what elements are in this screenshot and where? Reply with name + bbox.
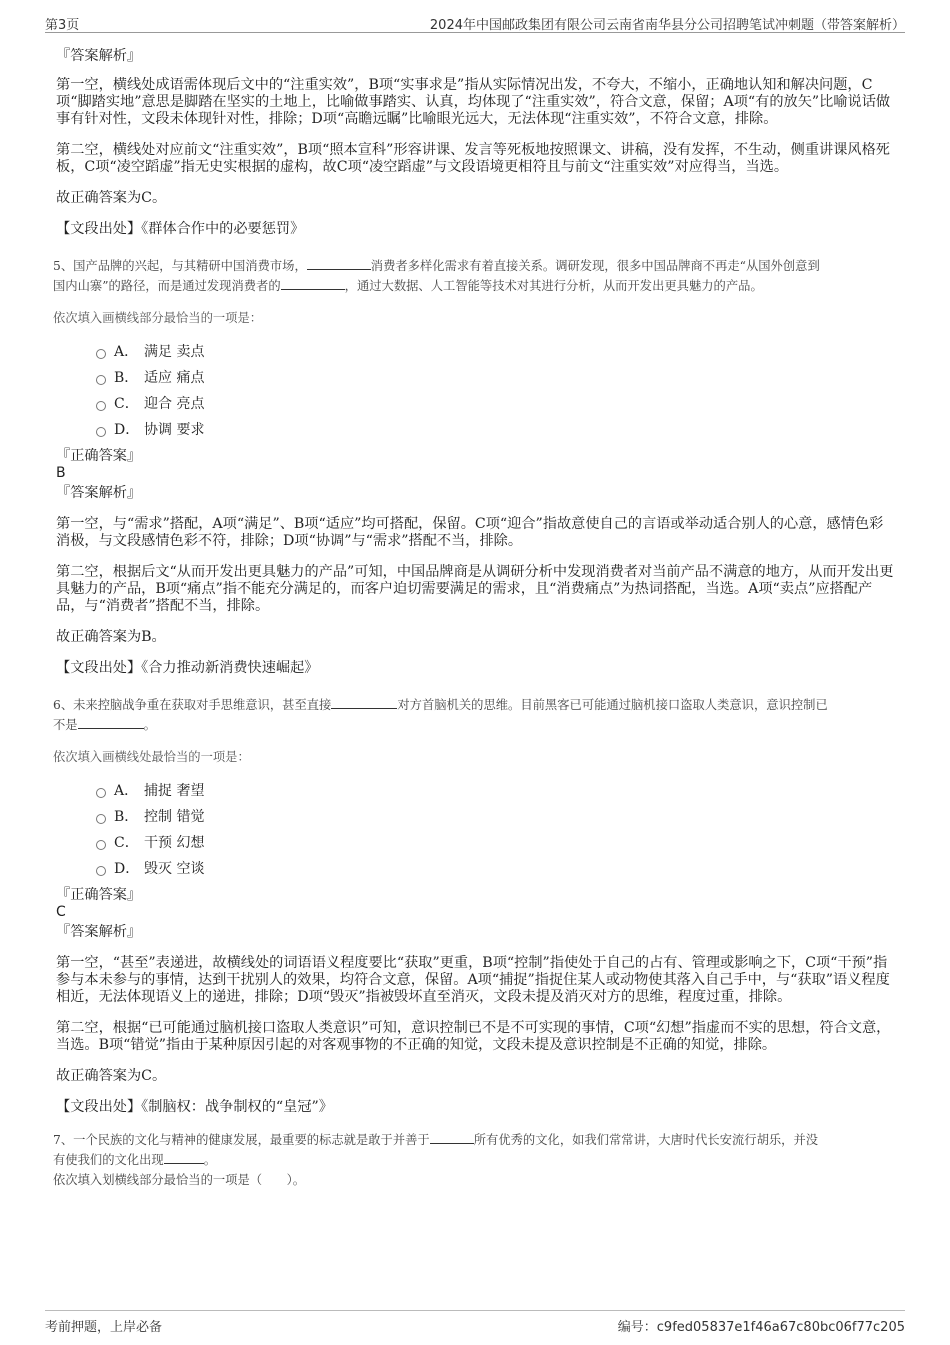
blank-line <box>164 1151 204 1164</box>
correct-answer: B <box>56 465 66 481</box>
radio-icon[interactable] <box>96 866 106 876</box>
page-header <box>45 12 905 33</box>
option-a[interactable]: A． 捕捉 奢望 <box>96 777 896 803</box>
option-d[interactable]: D． 协调 要求 <box>96 416 896 442</box>
analysis-paragraph: 第一空，横线处成语需体现后文中的“注重实效”，B项“实事求是”指从实际情况出发，不夸大，不缩小，正确地认知和解决问题，C项“脚踏实地”意思是脚踏在坚实的土地上，比喻做事踏实、认真，均体现了“注重实效”，符合文意，保留；A项“有的放矢”比喻说话做事有针对性，文段未体现针对性，排除；D项“高瞻远瞩”比喻眼光远大，无法体现“注重实效”，不符合文意，排除。 <box>56 77 891 127</box>
correct-answer: C <box>56 904 66 920</box>
radio-icon[interactable] <box>96 427 106 437</box>
document-title: 2024年中国邮政集团有限公司云南省南华县分公司招聘笔试冲刺题（带答案解析） <box>429 18 905 33</box>
option-b[interactable]: B． 控制 错觉 <box>96 803 896 829</box>
analysis-label: 『答案解析』 <box>56 924 142 940</box>
radio-icon[interactable] <box>96 788 106 798</box>
question-text: 6、未来控脑战争重在获取对手思维意识，甚至直接 对方首脑机关的思维。目前黑客已可能通过脑机接口盗取人类意识，意识控制已 不是 。 <box>53 698 828 732</box>
radio-icon[interactable] <box>96 401 106 411</box>
analysis-label: 『答案解析』 <box>56 48 142 64</box>
option-b[interactable]: B． 适应 痛点 <box>96 364 896 390</box>
conclusion: 故正确答案为B。 <box>56 629 166 645</box>
question-instruction: 依次填入画横线处最恰当的一项是： <box>53 750 250 764</box>
source-citation: 【文段出处】《合力推动新消费快速崛起》 <box>56 660 319 676</box>
analysis-paragraph: 第二空，根据后文“从而开发出更具魅力的产品”可知，中国品牌商是从调研分析中发现消费者对当前产品不满意的地方，从而开发出更具魅力的产品，B项“痛点”指不能充分满足的，而客户迫切需要满足的需求，且“消费痛点”为热词搭配，当选。A项“卖点”应搭配产品，与“消费者”搭配不当，排除。 <box>56 564 894 614</box>
analysis-paragraph: 第二空，横线处对应前文“注重实效”，B项“照本宣科”形容讲课、发言等死板地按照课文、讲稿，没有发挥，不生动，侧重讲课风格死板，C项“凌空蹈虚”指无史实根据的虚构，故C项“凌空蹈虚”与文段语境更相符且与前文“注重实效”对应得当，当选。 <box>56 142 890 175</box>
option-a[interactable]: A． 满足 卖点 <box>96 338 896 364</box>
analysis-label: 『答案解析』 <box>56 485 142 501</box>
page-content <box>53 40 896 1190</box>
footer-slogan: 考前押题，上岸必备 <box>45 1320 163 1335</box>
question-text: 5、国产品牌的兴起，与其精研中国消费市场， 消费者多样化需求有着直接关系。调研发现，很多中国品牌商不再走“从国外创意到 国内山寨”的路径，而是通过发现消费者的 ，通过大数据、人工智能等技术对其进行分析，从而开发出更具魅力的产品。 <box>53 259 820 293</box>
conclusion: 故正确答案为C。 <box>56 1068 167 1084</box>
blank-line <box>430 1131 474 1144</box>
blank-line <box>331 696 397 709</box>
document-id: 编号：c9fed05837e1f46a67c80bc06f77c205 <box>617 1320 905 1335</box>
question-instruction: 依次填入画横线部分最恰当的一项是： <box>53 311 263 325</box>
question-text: 7、一个民族的文化与精神的健康发展，最重要的标志就是敢于并善于 所有优秀的文化，如我们常常讲，大唐时代长安流行胡乐，并没 有使我们的文化出现 。 <box>53 1133 819 1167</box>
option-c[interactable]: C． 迎合 亮点 <box>96 390 896 416</box>
page-number: 第3页 <box>45 18 80 33</box>
option-list <box>96 338 896 442</box>
radio-icon[interactable] <box>96 814 106 824</box>
option-c[interactable]: C． 干预 幻想 <box>96 829 896 855</box>
analysis-paragraph: 第一空，“甚至”表递进，故横线处的词语语义程度要比“获取”更重，B项“控制”指使处于自己的占有、管理或影响之下，C项“干预”指参与本未参与的事情，达到干扰别人的效果，均符合文意，保留。A项“捕捉”指捉住某人或动物使其落入自己手中，与“获取”语义程度相近，无法体现语义上的递进，排除；D项“毁灭”指被毁坏直至消灭，文段未提及消灭对方的思维，程度过重，排除。 <box>56 955 890 1005</box>
option-list <box>96 777 896 881</box>
blank-line <box>281 277 345 290</box>
radio-icon[interactable] <box>96 349 106 359</box>
conclusion: 故正确答案为C。 <box>56 190 167 206</box>
answer-label: 『正确答案』 <box>56 887 142 903</box>
question-instruction: 依次填入划横线部分最恰当的一项是（ ）。 <box>53 1173 306 1187</box>
blank-line <box>307 257 371 270</box>
option-d[interactable]: D． 毁灭 空谈 <box>96 855 896 881</box>
source-citation: 【文段出处】《制脑权：战争制权的“皇冠”》 <box>56 1099 333 1115</box>
page-footer <box>45 1310 905 1335</box>
radio-icon[interactable] <box>96 840 106 850</box>
analysis-paragraph: 第一空，与“需求”搭配，A项“满足”、B项“适应”均可搭配，保留。C项“迎合”指故意使自己的言语或举动适合别人的心意，感情色彩消极，与文段感情色彩不符，排除；D项“协调”与“需求”搭配不当，排除。 <box>56 516 884 549</box>
blank-line <box>78 716 144 729</box>
radio-icon[interactable] <box>96 375 106 385</box>
answer-label: 『正确答案』 <box>56 448 142 464</box>
source-citation: 【文段出处】《群体合作中的必要惩罚》 <box>56 221 305 237</box>
analysis-paragraph: 第二空，根据“已可能通过脑机接口盗取人类意识”可知，意识控制已不是不可实现的事情，C项“幻想”指虚而不实的思想，符合文意，当选。B项“错觉”指由于某种原因引起的对客观事物的不正确的知觉，文段未提及意识控制是不正确的知觉，排除。 <box>56 1020 891 1053</box>
